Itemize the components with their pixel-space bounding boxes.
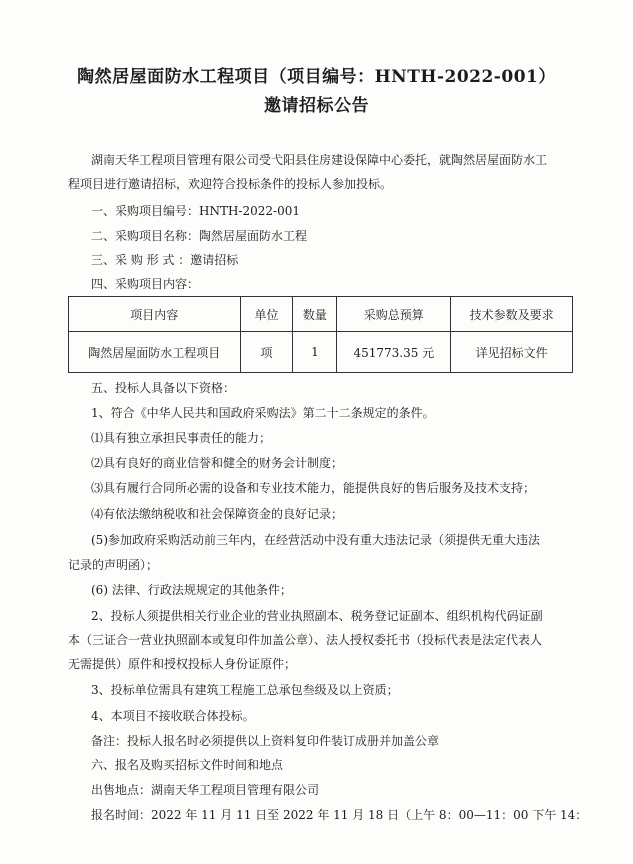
- intro-line-2: 程项目进行邀请招标，欢迎符合投标条件的投标人参加投标。: [68, 177, 393, 191]
- table-header-cell: 数量: [293, 297, 337, 332]
- requirement-2-cont-1: 本（三证合一营业执照副本或复印件加盖公章）、法人授权委托书（投标代表是法定代表人: [68, 633, 543, 647]
- table-cell: 项: [240, 332, 293, 373]
- requirement-1: 1、符合《中华人民共和国政府采购法》第二十二条规定的条件。: [91, 406, 435, 420]
- table-row: [69, 332, 573, 373]
- requirement-1-4: ⑷有依法缴纳税收和社会保障资金的良好记录；: [91, 507, 344, 521]
- table-header-cell: 采购总预算: [337, 297, 451, 332]
- procurement-table: [68, 296, 573, 373]
- table-header-cell: 技术参数及要求: [451, 297, 573, 332]
- note: 备注：投标人报名时必须提供以上资料复印件装订成册并加盖公章: [91, 734, 440, 748]
- requirement-1-5: (5)参加政府采购活动前三年内，在经营活动中没有重大违法记录（须提供无重大违法: [91, 533, 541, 547]
- section-registration: 六、报名及购买招标文件时间和地点: [91, 758, 284, 772]
- table-header-row: [69, 297, 573, 332]
- requirement-1-3: ⑶具有履行合同所必需的设备和专业技术能力，能提供良好的售后服务及技术支持；: [91, 481, 536, 495]
- requirement-1-2: ⑵具有良好的商业信誉和健全的财务会计制度；: [91, 456, 344, 470]
- section-qualifications: 五、投标人具备以下资格：: [91, 381, 236, 395]
- requirement-4: 4、本项目不接收联合体投标。: [91, 709, 255, 723]
- requirement-1-1: ⑴具有独立承担民事责任的能力；: [91, 431, 272, 445]
- requirement-2-cont-2: 无需提供）原件和授权投标人身份证原件；: [68, 657, 297, 671]
- requirement-1-5-cont: 记录的声明函）；: [68, 558, 159, 572]
- document-subtitle: 邀请招标公告: [264, 96, 369, 116]
- section-project-content: 四、采购项目内容：: [91, 277, 200, 291]
- sale-place: 出售地点：湖南天华工程项目管理有限公司: [91, 783, 320, 797]
- table-cell: 451773.35 元: [337, 332, 451, 373]
- table-cell: 详见招标文件: [451, 332, 573, 373]
- registration-time: 报名时间：2022 年 11 月 11 日至 2022 年 11 月 18 日（上午 8：00—11：00 下午 14：: [91, 808, 588, 822]
- requirement-1-6: (6) 法律、行政法规规定的其他条件；: [91, 583, 292, 597]
- table-cell: 1: [293, 332, 337, 373]
- section-project-name: 二、采购项目名称：陶然居屋面防水工程: [91, 229, 308, 243]
- table-cell: 陶然居屋面防水工程项目: [69, 332, 241, 373]
- intro-line-1: 湖南天华工程项目管理有限公司受弋阳县住房建设保障中心委托，就陶然居屋面防水工: [91, 153, 548, 167]
- requirement-3: 3、投标单位需具有建筑工程施工总承包叁级及以上资质；: [91, 683, 399, 697]
- section-procurement-form: 三、采 购 形 式 ：邀请招标: [91, 253, 239, 267]
- requirement-2: 2、投标人须提供相关行业企业的营业执照副本、税务登记证副本、组织机构代码证副: [91, 609, 543, 623]
- table-header-cell: 单位: [240, 297, 293, 332]
- document-title: 陶然居屋面防水工程项目（项目编号：HNTH-2022-001）: [77, 67, 556, 87]
- section-project-number: 一、采购项目编号：HNTH-2022-001: [91, 204, 300, 218]
- table-header-cell: 项目内容: [69, 297, 241, 332]
